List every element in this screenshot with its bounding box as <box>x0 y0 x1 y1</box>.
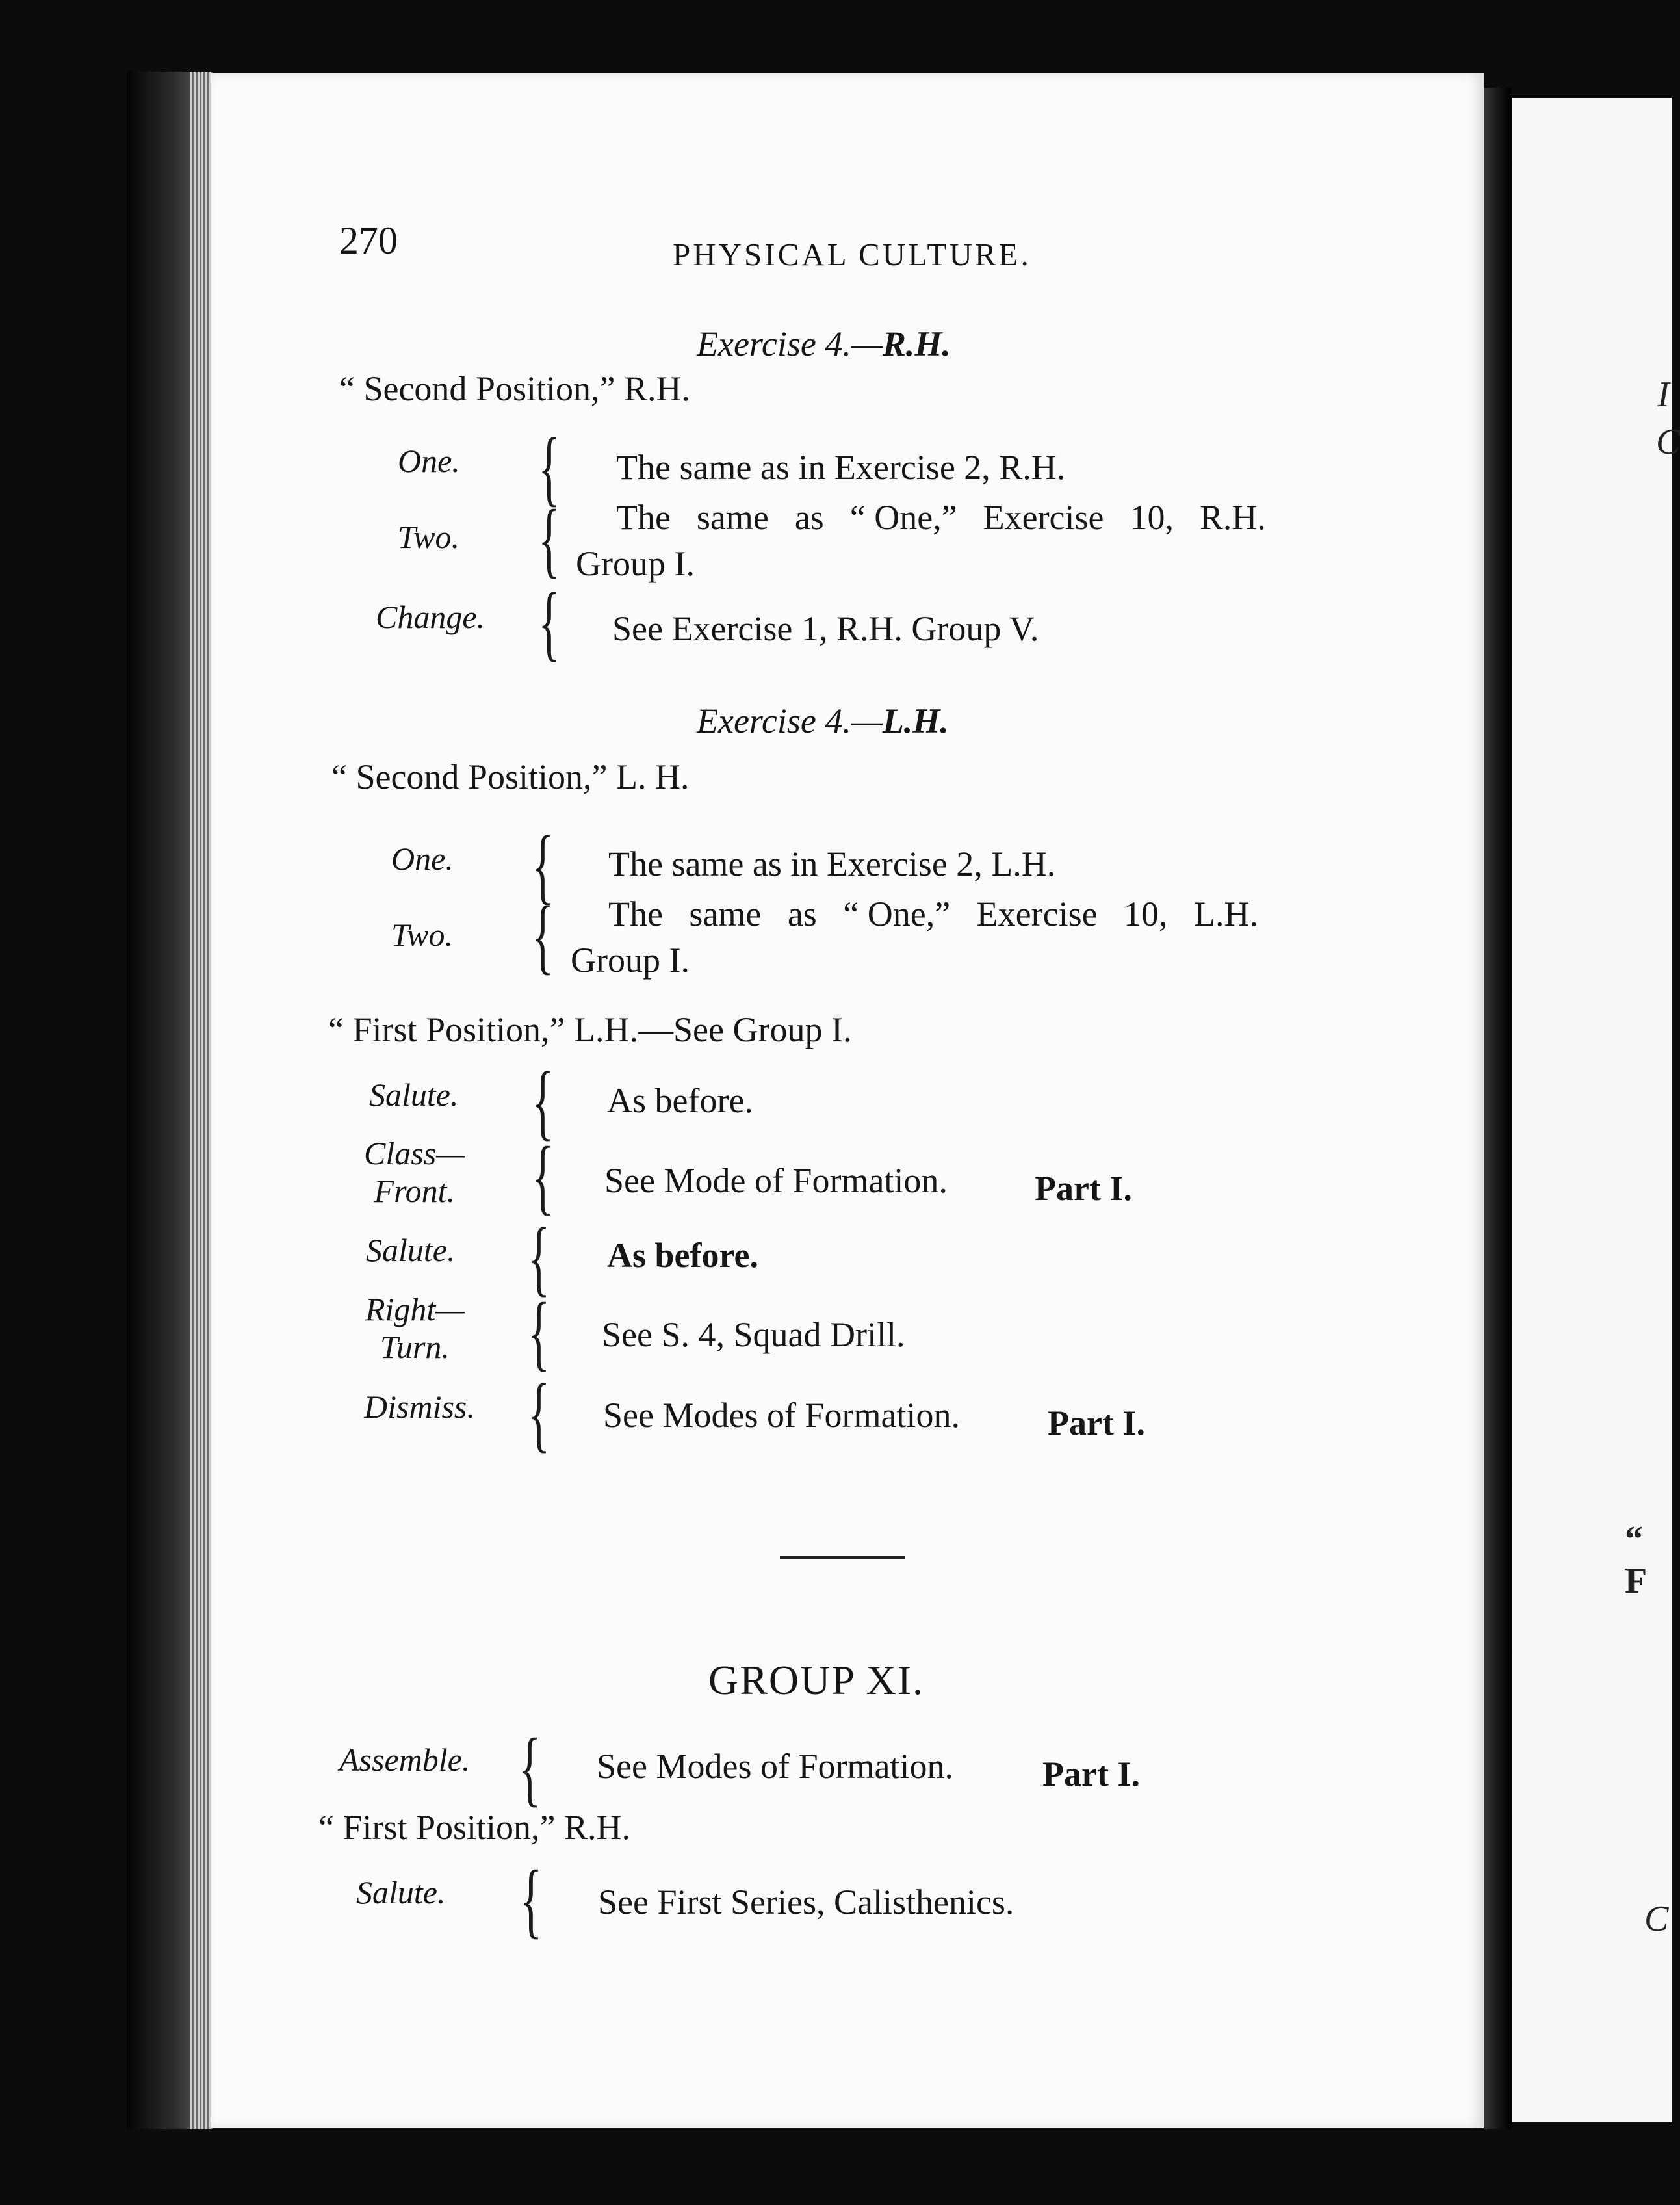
command-label: Change. <box>376 599 485 635</box>
brace: { <box>532 889 554 983</box>
command-text: See S. 4, Squad Drill. <box>602 1315 905 1354</box>
command-label: Two. <box>391 917 453 953</box>
brace: { <box>528 1286 550 1379</box>
exercise-heading: Exercise 4.—R.H. <box>697 324 951 363</box>
command-text: The same as “ One,” Exercise 10, L.H. <box>608 894 1258 933</box>
command-text: As before. <box>607 1081 753 1120</box>
command-label: One. <box>398 443 460 479</box>
brace: { <box>520 1853 543 1947</box>
command-text: The same as “ One,” Exercise 10, R.H. <box>616 498 1266 537</box>
brace: { <box>532 1130 554 1223</box>
position-line: “ Second Position,” L. H. <box>331 757 690 796</box>
command-text: See Mode of Formation. <box>604 1161 948 1200</box>
command-label: Two. <box>398 519 459 555</box>
section-rule <box>780 1556 905 1559</box>
command-label: Salute. <box>356 1874 446 1911</box>
book-gutter <box>1484 88 1512 2129</box>
command-text: As before. <box>607 1236 758 1275</box>
part-ref: Part I. <box>1035 1169 1132 1208</box>
command-label: Class— Front. <box>364 1135 465 1209</box>
brace: { <box>528 1211 550 1305</box>
command-text: See Exercise 1, R.H. Group V. <box>612 609 1039 648</box>
page-edges <box>190 72 213 2129</box>
command-label: Salute. <box>366 1232 456 1268</box>
group-heading: GROUP XI. <box>708 1657 925 1703</box>
facing-page-fragment: C <box>1656 422 1680 462</box>
facing-page-fragment: C <box>1644 1899 1669 1939</box>
command-label: Right— Turn. <box>365 1291 465 1365</box>
command-text: See Modes of Formation. <box>603 1396 960 1435</box>
command-text: See Modes of Formation. <box>597 1747 953 1786</box>
facing-page-fragment: “ F <box>1625 1519 1648 1601</box>
position-line: “ First Position,” L.H.—See Group I. <box>328 1010 852 1049</box>
brace: { <box>528 1367 550 1461</box>
command-label: Dismiss. <box>364 1389 475 1425</box>
exercise-heading: Exercise 4.—L.H. <box>697 701 949 740</box>
running-head: PHYSICAL CULTURE. <box>673 237 1031 272</box>
brace: { <box>538 421 561 515</box>
brace: { <box>538 493 561 586</box>
brace: { <box>532 1055 554 1149</box>
facing-page <box>1512 98 1672 2122</box>
command-label: Assemble. <box>339 1742 471 1778</box>
brace: { <box>532 819 554 913</box>
command-text: The same as in Exercise 2, L.H. <box>608 844 1056 883</box>
position-line: “ Second Position,” R.H. <box>339 369 690 408</box>
command-text: See First Series, Calisthenics. <box>598 1883 1014 1922</box>
brace: { <box>538 576 561 670</box>
command-label: Salute. <box>369 1076 459 1113</box>
part-ref: Part I. <box>1048 1403 1145 1442</box>
position-line: “ First Position,” R.H. <box>318 1808 631 1847</box>
command-text: The same as in Exercise 2, R.H. <box>616 448 1066 487</box>
command-text-cont: Group I. <box>576 544 695 583</box>
brace: { <box>519 1721 541 1815</box>
page-number: 270 <box>339 219 398 262</box>
command-label: One. <box>391 841 454 877</box>
facing-page-fragment: I <box>1657 374 1670 415</box>
command-text-cont: Group I. <box>571 941 690 980</box>
part-ref: Part I. <box>1042 1755 1140 1794</box>
